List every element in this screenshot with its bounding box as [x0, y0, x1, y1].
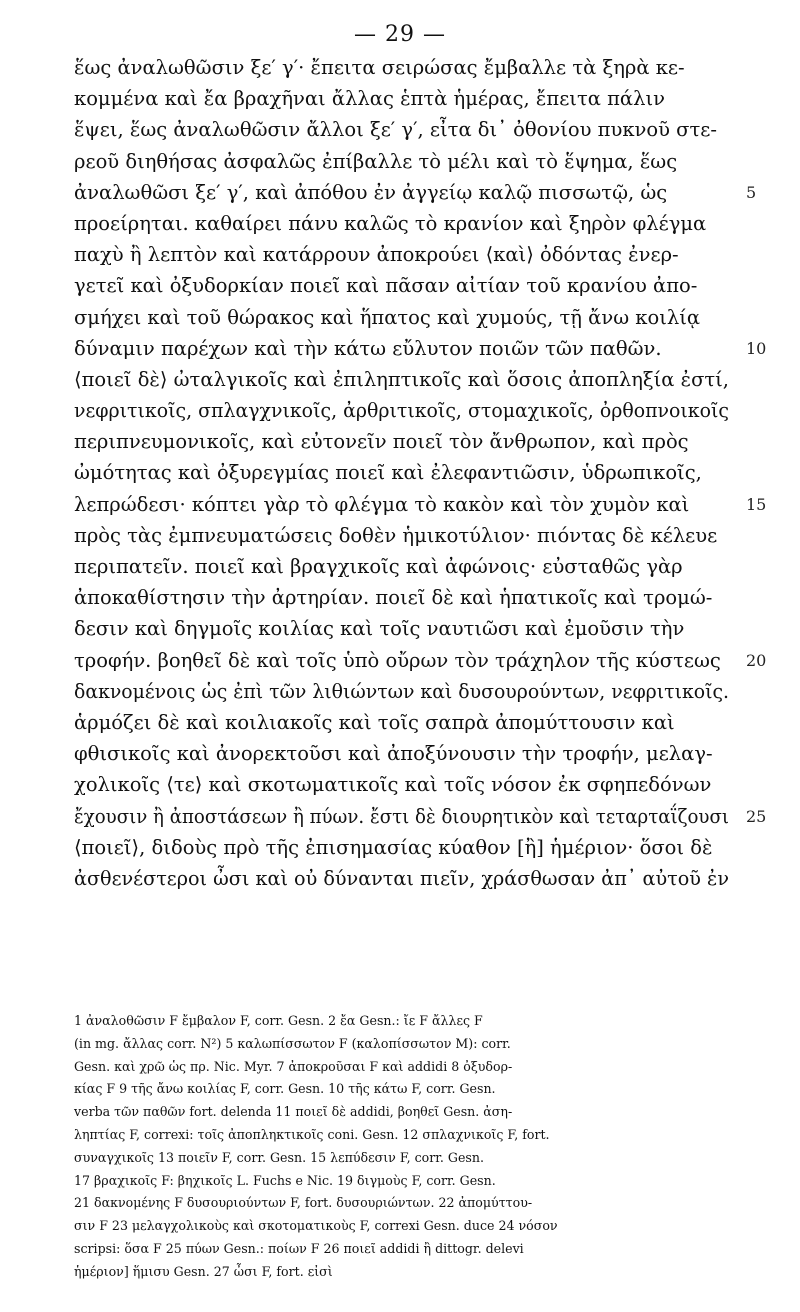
critical-apparatus: [74, 1010, 734, 1284]
text-line: [74, 582, 734, 613]
text-line-content: ἕως ἀναλωθῶσιν ξε′ γ′· ἔπειτα σειρώσας ἔμβαλλε τὰ ξηρὰ κε-: [74, 56, 685, 79]
text-line: [74, 613, 734, 644]
line-number: 15: [746, 494, 767, 514]
line-number: 10: [746, 338, 767, 358]
text-line-content: δακνομένοις ὡς ἐπὶ τῶν λιθιώντων καὶ δυσουρούντων, νεφριτικοῖς.: [74, 679, 729, 703]
text-line-content: δεσιν καὶ δηγμοῖς κοιλίας καὶ τοῖς ναυτιῶσι καὶ ἐμοῦσιν τὴν: [74, 617, 685, 641]
text-line-content: δύναμιν παρέχων καὶ τὴν κάτω εὔλυτον ποιῶν τῶν παθῶν.: [74, 336, 662, 360]
apparatus-line: 1 ἀναλοθῶσιν F ἔμβαλον F, corr. Gesn. 2 ἔα Gesn.: ἴε F ἄλλες F: [74, 1013, 483, 1028]
text-line-content: περιπνευμονικοῖς, καὶ εὐτονεῖν ποιεῖ τὸν ἄνθρωπον, καὶ πρὸς: [74, 430, 689, 454]
text-line-content: φθισικοῖς καὶ ἀνορεκτοῦσι καὶ ἀποξύνουσιν τὴν τροφήν, μελαγ-: [74, 742, 713, 766]
apparatus-line: 17 βραχικοῖς F: βηχικοῖς L. Fuchs e Nic. 19 διγμοὺς F, corr. Gesn.: [74, 1172, 496, 1188]
text-line-content: νεφριτικοῖς, σπλαγχνικοῖς, ἀρθριτικοῖς, στομαχικοῖς, ὀρθοπνοικοῖς: [74, 399, 729, 423]
apparatus-line: verba τῶν παθῶν fort. delenda 11 ποιεῖ δὲ addidi, βοηθεῖ Gesn. ἀση-: [74, 1104, 513, 1120]
text-line: [74, 333, 767, 364]
text-line-content: ἀσθενέστεροι ὦσι καὶ οὐ δύνανται πιεῖν, χράσθωσαν ἀπ᾽ αὐτοῦ ἐν: [74, 866, 729, 890]
main-text-block: [74, 52, 767, 894]
apparatus-line: σιν F 23 μελαγχολικοὺς καὶ σκοτοματικοὺς F, correxi Gesn. duce 24 νόσον: [74, 1218, 558, 1234]
text-line: [74, 863, 734, 894]
text-line-content: ρεοῦ διηθήσας ἀσφαλῶς ἐπίβαλλε τὸ μέλι καὶ τὸ ἕψημα, ἕως: [74, 149, 678, 173]
text-line-content: τροφήν. βοηθεῖ δὲ καὶ τοῖς ὑπὸ οὔρων τὸν τράχηλον τῆς κύστεως: [74, 648, 721, 672]
text-line: [74, 520, 734, 551]
text-line: [74, 239, 734, 270]
apparatus-line: Gesn. καὶ χρῶ ὡς πρ. Nic. Myr. 7 ἀποκροῦσαι F καὶ addidi 8 ὀξυδορ-: [74, 1058, 513, 1074]
text-line-content: ἀποκαθίστησιν τὴν ἀρτηρίαν. ποιεῖ δὲ καὶ ἡπατικοῖς καὶ τρομώ-: [74, 586, 713, 610]
text-line: [74, 738, 734, 769]
apparatus-line: 21 δακνομένης F δυσουριούντων F, fort. δυσουριώντων. 22 ἀπομύττου-: [74, 1195, 533, 1211]
text-line: [74, 302, 734, 333]
text-line: [74, 114, 734, 145]
apparatus-line: ληπτίας F, correxi: τοῖς ἀποπληκτικοῖς coni. Gesn. 12 σπλαχνικοῖς F, fort.: [74, 1126, 550, 1142]
text-line: [74, 832, 734, 863]
text-line-content: λεπρώδεσι· κόπτει γὰρ τὸ φλέγμα τὸ κακὸν καὶ τὸν χυμὸν καὶ: [74, 492, 690, 516]
text-line: [74, 146, 734, 177]
text-line-content: ἀναλωθῶσι ξε′ γ′, καὶ ἀπόθου ἐν ἀγγείῳ καλῷ πισσωτῷ, ὡς: [74, 180, 668, 204]
text-line: [74, 489, 767, 520]
text-line-content: σμήχει καὶ τοῦ θώρακος καὶ ἥπατος καὶ χυμούς, τῇ ἄνω κοιλίᾳ: [74, 305, 701, 329]
text-line: [74, 551, 734, 582]
text-line-content: πρὸς τὰς ἐμπνευματώσεις δοθὲν ἡμικοτύλιον· πιόντας δὲ κέλευε: [74, 523, 718, 547]
line-number: 25: [746, 806, 767, 826]
text-line-content: ὠμότητας καὶ ὀξυρεγμίας ποιεῖ καὶ ἐλεφαντιῶσιν, ὑδρωπικοῖς,: [74, 461, 702, 485]
text-line-content: ⟨ποιεῖ δὲ⟩ ὠταλγικοῖς καὶ ἐπιληπτικοῖς καὶ ὅσοις ἀποπληξία ἐστί,: [74, 367, 729, 391]
text-line: [74, 645, 767, 676]
text-line-content: προείρηται. καθαίρει πάνυ καλῶς τὸ κρανίον καὶ ξηρὸν φλέγμα: [74, 211, 707, 235]
text-line: [74, 707, 734, 738]
text-line: [74, 364, 734, 395]
apparatus-line: ἡμέριον] ἥμισυ Gesn. 27 ὦσι F, fort. εἰσὶ: [74, 1263, 333, 1279]
text-line: [74, 395, 734, 426]
page-number: — 29 —: [354, 22, 446, 47]
text-line-content: περιπατεῖν. ποιεῖ καὶ βραγχικοῖς καὶ ἀφώνοις· εὐσταθῶς γὰρ: [74, 555, 683, 578]
text-line-content: κομμένα καὶ ἔα βραχῆναι ἄλλας ἑπτὰ ἡμέρας, ἔπειτα πάλιν: [74, 87, 665, 111]
text-line: [74, 208, 734, 239]
text-line-content: ἁρμόζει δὲ καὶ κοιλιακοῖς καὶ τοῖς σαπρὰ ἀπομύττουσιν καὶ: [74, 710, 675, 734]
text-line-content: γετεῖ καὶ ὀξυδορκίαν ποιεῖ καὶ πᾶσαν αἰτίαν τοῦ κρανίου ἀπο-: [74, 274, 698, 298]
text-line: [74, 426, 734, 457]
text-line: [74, 177, 757, 208]
apparatus-line: (in mg. ἄλλας corr. N²) 5 καλωπίσσωτον F (καλοπίσσωτον M): corr.: [74, 1035, 511, 1051]
text-line-content: ἔχουσιν ἢ ἀποστάσεων ἢ πύων. ἔστι δὲ διουρητικὸν καὶ τεταρταΐζουσι: [74, 804, 729, 828]
text-line-content: παχὺ ἢ λεπτὸν καὶ κατάρρουν ἀποκρούει ⟨καὶ⟩ ὀδόντας ἐνερ-: [74, 243, 679, 267]
text-line-content: ἕψει, ἕως ἀναλωθῶσιν ἄλλοι ξε′ γ′, εἶτα δι᾽ ὀθονίου πυκνοῦ στε-: [74, 118, 717, 142]
text-line: [74, 457, 734, 488]
text-line: [74, 801, 767, 832]
apparatus-line: scripsi: ὅσα F 25 πύων Gesn.: ποίων F 26 ποιεῖ addidi ἢ dittogr. delevi: [74, 1240, 524, 1256]
text-line: [74, 52, 734, 83]
text-line: [74, 769, 734, 800]
text-line: [74, 83, 734, 114]
text-line: [74, 270, 734, 301]
line-number: 20: [746, 650, 767, 670]
text-line: [74, 676, 734, 707]
line-number: 5: [746, 182, 757, 202]
text-line-content: χολικοῖς ⟨τε⟩ καὶ σκοτωματικοῖς καὶ τοῖς νόσον ἐκ σφηπεδόνων: [74, 773, 712, 797]
apparatus-line: συναγχικοῖς 13 ποιεῖν F, corr. Gesn. 15 λεπύδεσιν F, corr. Gesn.: [74, 1149, 485, 1165]
apparatus-line: κίας F 9 τῆς ἄνω κοιλίας F, corr. Gesn. 10 τῆς κάτω F, corr. Gesn.: [74, 1081, 496, 1097]
text-line-content: ⟨ποιεῖ⟩, διδοὺς πρὸ τῆς ἐπισημασίας κύαθον [ἢ] ἡμέριον· ὅσοι δὲ: [74, 835, 713, 859]
